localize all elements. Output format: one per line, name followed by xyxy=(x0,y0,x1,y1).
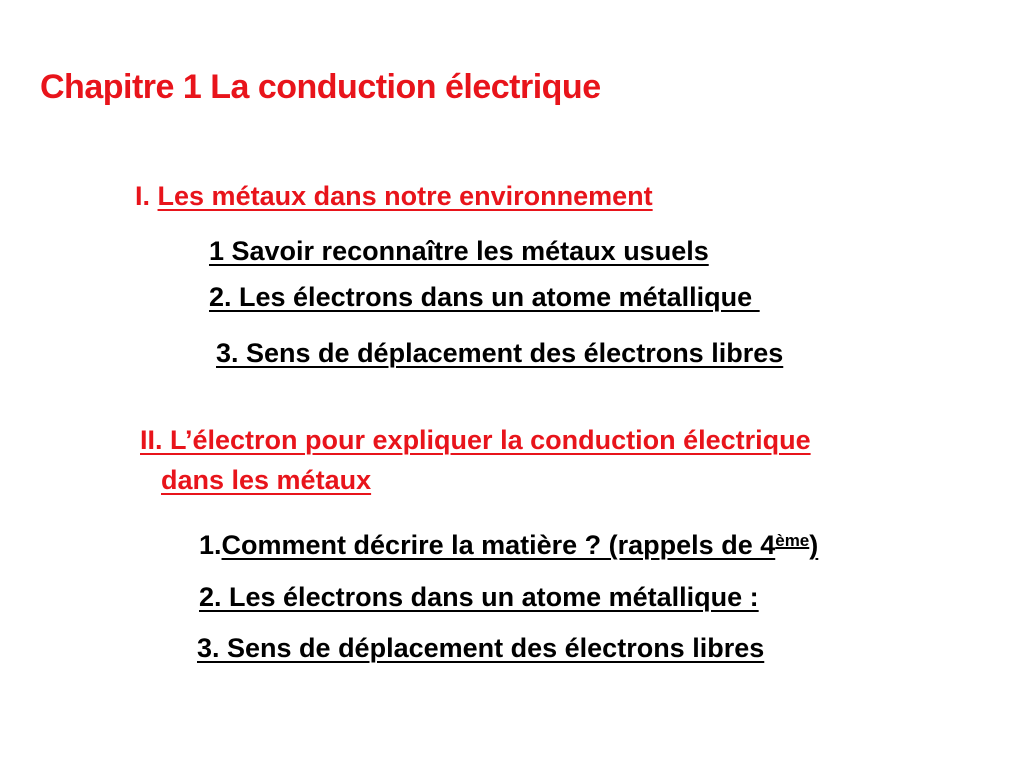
part2-heading-line1: II. L’électron pour expliquer la conduction électrique xyxy=(140,425,811,455)
part1-item-2: 2. Les électrons dans un atome métallique xyxy=(209,282,760,312)
part1-item-3: 3. Sens de déplacement des électrons libres xyxy=(216,338,784,368)
part2-item-1-close: ) xyxy=(809,530,819,560)
part1-heading-text: Les métaux dans notre environnement xyxy=(157,181,653,211)
part2-item-3: 3. Sens de déplacement des électrons libres xyxy=(197,633,765,663)
part2-item-1-number: 1. xyxy=(199,530,222,560)
part2-item-1-superscript: ème xyxy=(775,531,810,550)
part2-item-1 xyxy=(199,529,818,561)
part1-item-1: 1 Savoir reconnaître les métaux usuels xyxy=(209,236,709,266)
part1-number: I. xyxy=(135,181,151,211)
part1-heading xyxy=(135,180,653,212)
part2-heading-line2: dans les métaux xyxy=(161,465,372,495)
part2-item-2: 2. Les électrons dans un atome métallique : xyxy=(199,582,759,612)
part2-item-1-text: Comment décrire la matière ? (rappels de 4 xyxy=(221,530,776,560)
slide-title: Chapitre 1 La conduction électrique xyxy=(40,68,601,106)
